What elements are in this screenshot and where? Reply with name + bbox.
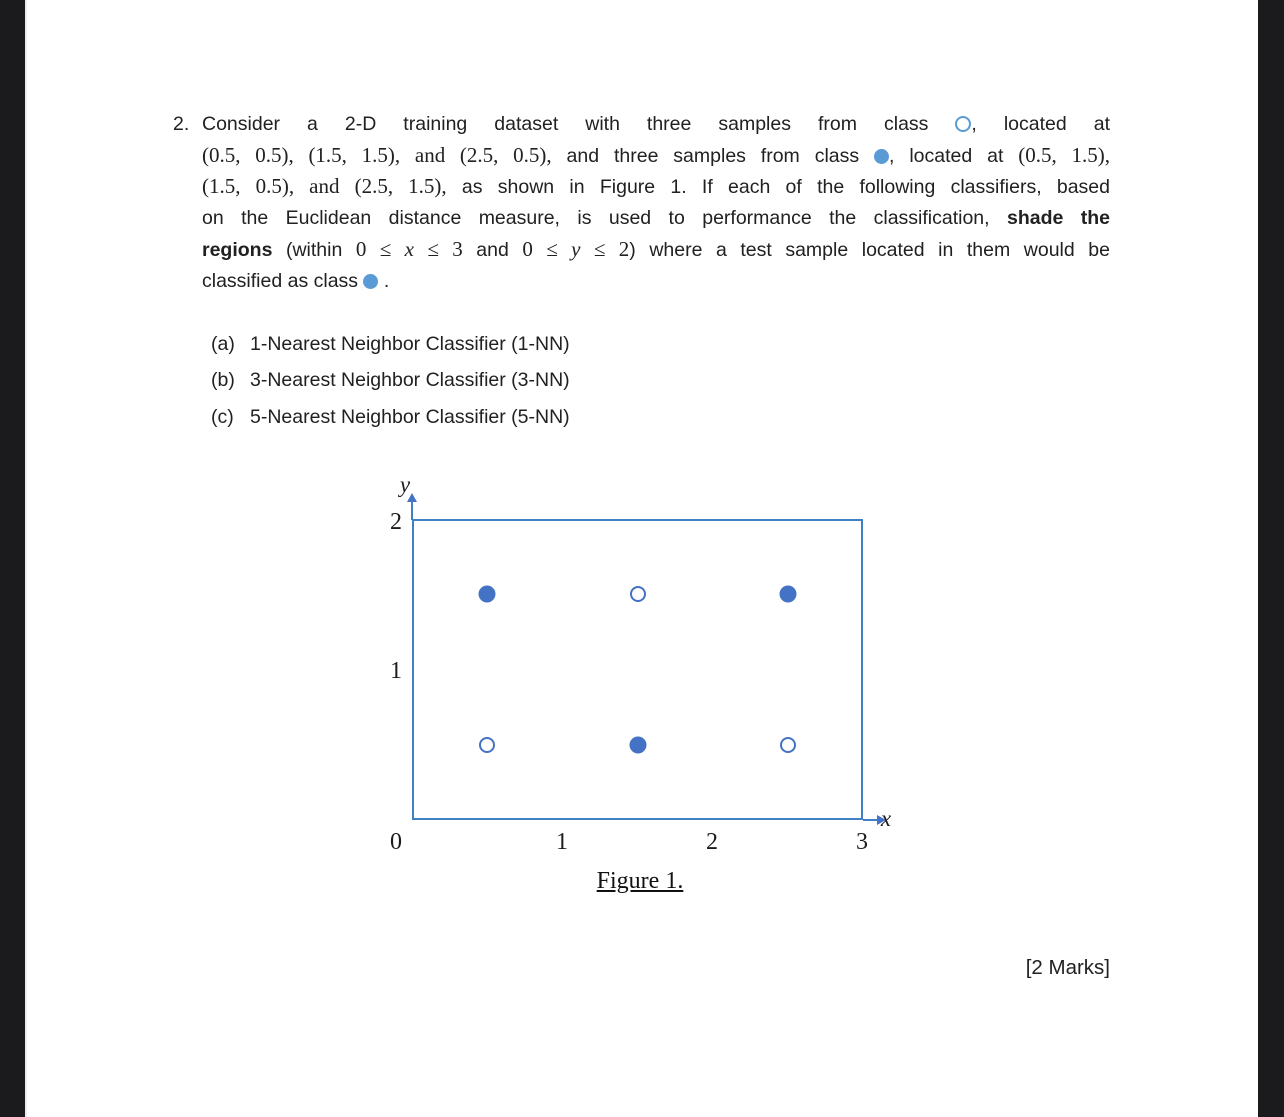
question-text: (within <box>272 238 356 261</box>
question-text: as shown in Figure 1. If each of the following classifiers, based <box>446 176 1110 199</box>
list-item-marker: (c) <box>211 405 234 428</box>
list-item <box>211 363 570 400</box>
math-variable: y <box>571 236 581 261</box>
list-item <box>211 399 570 436</box>
question-text: Consider a 2-D training dataset with three samples from class <box>202 113 956 135</box>
class-open-circle-point <box>780 737 796 753</box>
class-filled-circle-point <box>779 586 796 603</box>
math-text: ≤ 2 <box>580 236 630 261</box>
window-left-bar <box>0 0 25 1117</box>
list-item-marker: (b) <box>211 369 235 392</box>
question-line <box>202 234 1110 266</box>
question-line <box>202 171 1110 203</box>
math-variable: x <box>404 236 414 261</box>
figure-1 <box>370 470 910 900</box>
math-text: (0.5, 0.5), (1.5, 1.5), and (2.5, 0.5), <box>202 142 552 167</box>
question-text: , located at <box>889 144 1019 167</box>
math-text: 0 ≤ <box>522 236 572 261</box>
list-item-label: 5-Nearest Neighbor Classifier (5-NN) <box>250 405 570 428</box>
open-circle-icon <box>955 116 971 132</box>
filled-circle-icon <box>874 149 889 164</box>
y-axis-label: y <box>399 472 411 497</box>
list-item-label: 3-Nearest Neighbor Classifier (3-NN) <box>250 369 570 392</box>
question-text: classified as class <box>202 269 364 292</box>
y-tick-2: 2 <box>390 509 402 535</box>
question-text: and three samples from class <box>551 144 875 167</box>
page-left-edge <box>25 0 27 1117</box>
bold-text: shade the <box>1006 207 1110 230</box>
question-text: , located at <box>971 113 1110 135</box>
x-tick-0: 0 <box>390 829 402 855</box>
question-line <box>202 266 1110 297</box>
class-filled-circle-point <box>629 736 646 753</box>
classifier-list <box>211 326 570 436</box>
x-tick-2: 2 <box>706 829 718 855</box>
question-text: ) where a test sample located in them would be <box>629 238 1110 261</box>
list-item <box>211 326 570 363</box>
question-number: 2. <box>173 113 190 135</box>
math-text: 0 ≤ <box>355 236 405 261</box>
figure-caption: Figure 1. <box>596 868 684 894</box>
scrollbar-track[interactable] <box>1258 0 1284 1117</box>
question-line <box>202 109 1110 140</box>
math-text: (1.5, 0.5), and (2.5, 1.5), <box>202 174 447 199</box>
question-text: and <box>462 238 523 261</box>
question-line <box>202 203 1110 234</box>
question-text: . <box>378 269 390 292</box>
y-tick-1: 1 <box>390 658 402 684</box>
x-tick-1: 1 <box>556 829 568 855</box>
class-filled-circle-point <box>479 586 496 603</box>
bold-text: regions <box>202 238 273 261</box>
class-open-circle-point <box>479 737 495 753</box>
list-item-label: 1-Nearest Neighbor Classifier (1-NN) <box>250 332 570 355</box>
filled-circle-icon <box>363 274 378 289</box>
question-line <box>202 140 1110 172</box>
list-item-marker: (a) <box>211 332 235 355</box>
question-block <box>173 109 1110 296</box>
x-tick-3: 3 <box>856 829 868 855</box>
marks-label: [2 Marks] <box>1025 956 1110 979</box>
math-text: (0.5, 1.5), <box>1018 142 1110 167</box>
figure-points-layer <box>412 519 863 820</box>
x-axis-label: x <box>880 806 892 831</box>
class-open-circle-point <box>630 586 646 602</box>
math-text: ≤ 3 <box>413 236 463 261</box>
question-text: on the Euclidean distance measure, is used to performance the classification, <box>202 207 1007 230</box>
